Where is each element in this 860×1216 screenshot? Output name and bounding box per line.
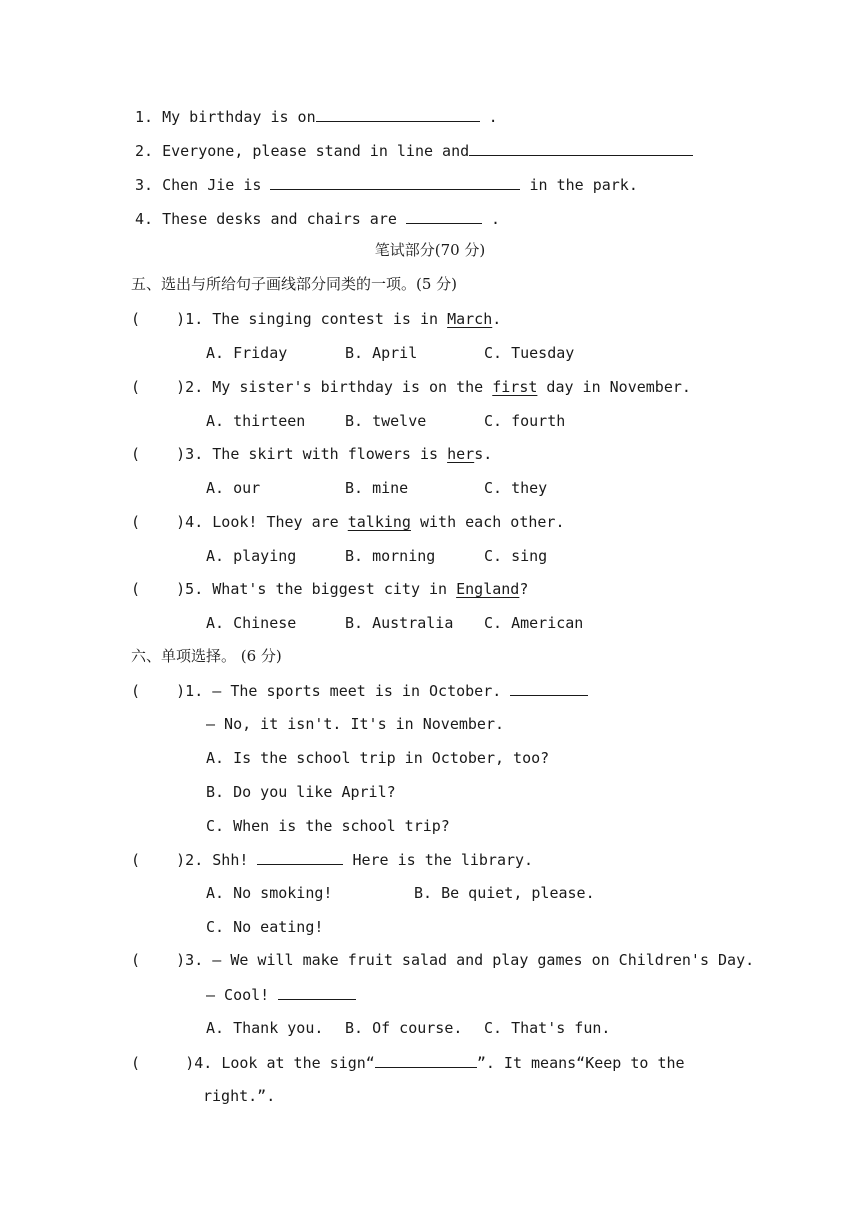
question-text: Look! They are [212,513,348,531]
question-text: — We will make fruit salad and play games on Children's Day. [212,951,755,969]
answer-paren: ( [131,1054,141,1072]
item-text: Everyone, please stand in line and [162,142,470,160]
item-number: 3. [135,176,154,194]
s5-option-3a: A. our [206,479,261,497]
s5-option-5b: B. Australia [345,614,454,632]
question-text: s. [474,445,493,463]
answer-paren: ( [131,682,141,700]
answer-paren: ( [131,445,141,463]
s5-question-2 [131,377,691,397]
section-6-title: 六、单项选择。 (6 分) [131,647,282,665]
underlined-word: first [492,378,538,396]
s5-question-1 [131,309,501,329]
answer-blank[interactable] [510,680,588,696]
item-text: . [479,108,498,126]
item-number: 4. [135,210,154,228]
s5-option-1c: C. Tuesday [484,344,575,362]
question-text: ”. It means“Keep to the [476,1054,685,1072]
s5-option-3b: B. mine [345,479,409,497]
item-number: 2. [135,142,154,160]
s6-question-2 [131,849,533,870]
section-5-title: 五、选出与所给句子画线部分同类的一项。(5 分) [131,275,458,293]
s6-q4-continued: right.”. [203,1087,276,1105]
answer-blank[interactable] [270,174,520,190]
s6-q3-reply [206,984,356,1005]
item-number: )4. [176,513,204,531]
s6-option-3c: C. That's fun. [484,1019,611,1037]
s6-question-1 [131,680,588,701]
item-number: )3. [176,951,204,969]
answer-paren: ( [131,310,141,328]
question-text: Shh! [212,851,258,869]
question-text: The skirt with flowers is [212,445,448,463]
question-text: Look at the sign“ [221,1054,375,1072]
item-number: )4. [185,1054,213,1072]
question-text: My sister's birthday is on the [212,378,493,396]
s5-option-4c: C. sing [484,547,548,565]
s6-option-1c: C. When is the school trip? [206,817,450,835]
s5-option-4b: B. morning [345,547,436,565]
s5-question-3 [131,444,492,464]
s6-option-3a: A. Thank you. [206,1019,324,1037]
s5-option-1b: B. April [345,344,418,362]
item-text: . [481,210,500,228]
s5-option-3c: C. they [484,479,548,497]
s5-option-1a: A. Friday [206,344,288,362]
answer-paren: ( [131,378,141,396]
fill-in-4 [135,208,500,229]
question-text: — The sports meet is in October. [212,682,511,700]
fill-in-2 [135,140,693,161]
item-text: Chen Jie is [162,176,271,194]
s6-option-2b: B. Be quiet, please. [414,884,595,902]
fill-in-1 [135,106,498,127]
answer-paren: ( [131,513,141,531]
item-number: )5. [176,580,204,598]
answer-blank[interactable] [406,208,482,224]
answer-paren: ( [131,851,141,869]
item-number: 1. [135,108,154,126]
question-text: — Cool! [206,986,279,1004]
answer-blank[interactable] [469,140,693,156]
s5-option-5a: A. Chinese [206,614,297,632]
s6-q1-reply: — No, it isn't. It's in November. [206,715,505,733]
answer-blank[interactable] [316,106,480,122]
item-text: These desks and chairs are [162,210,406,228]
item-text: My birthday is on [162,108,316,126]
question-text: ? [519,580,529,598]
answer-blank[interactable] [278,984,356,1000]
s6-option-3b: B. Of course. [345,1019,463,1037]
s6-option-1a: A. Is the school trip in October, too? [206,749,550,767]
question-text: Here is the library. [343,851,534,869]
item-number: )1. [176,682,204,700]
underlined-word: March [447,310,493,328]
answer-blank[interactable] [257,849,343,865]
s6-question-4 [131,1052,685,1073]
answer-paren: ( [131,951,141,969]
answer-paren: ( [131,580,141,598]
fill-in-3 [135,174,638,195]
question-text: . [492,310,502,328]
item-text: in the park. [520,176,638,194]
s5-question-5 [131,579,528,599]
question-text: What's the biggest city in [212,580,457,598]
s6-option-1b: B. Do you like April? [206,783,396,801]
s5-option-4a: A. playing [206,547,297,565]
underlined-word: talking [347,513,411,531]
item-number: )2. [176,378,204,396]
underlined-word: England [456,580,520,598]
s5-option-2c: C. fourth [484,412,566,430]
s6-option-2a: A. No smoking! [206,884,333,902]
part-title: 笔试部分(70 分) [374,241,486,259]
answer-blank[interactable] [375,1052,477,1068]
question-text: day in November. [537,378,691,396]
question-text: with each other. [410,513,565,531]
underlined-word: her [447,445,475,463]
item-number: )3. [176,445,204,463]
question-text: The singing contest is in [212,310,448,328]
s5-option-2b: B. twelve [345,412,427,430]
item-number: )1. [176,310,204,328]
s5-question-4 [131,512,565,532]
s6-option-2c: C. No eating! [206,918,324,936]
item-number: )2. [176,851,204,869]
s5-option-2a: A. thirteen [206,412,306,430]
s5-option-5c: C. American [484,614,584,632]
s6-question-3 [131,950,754,970]
